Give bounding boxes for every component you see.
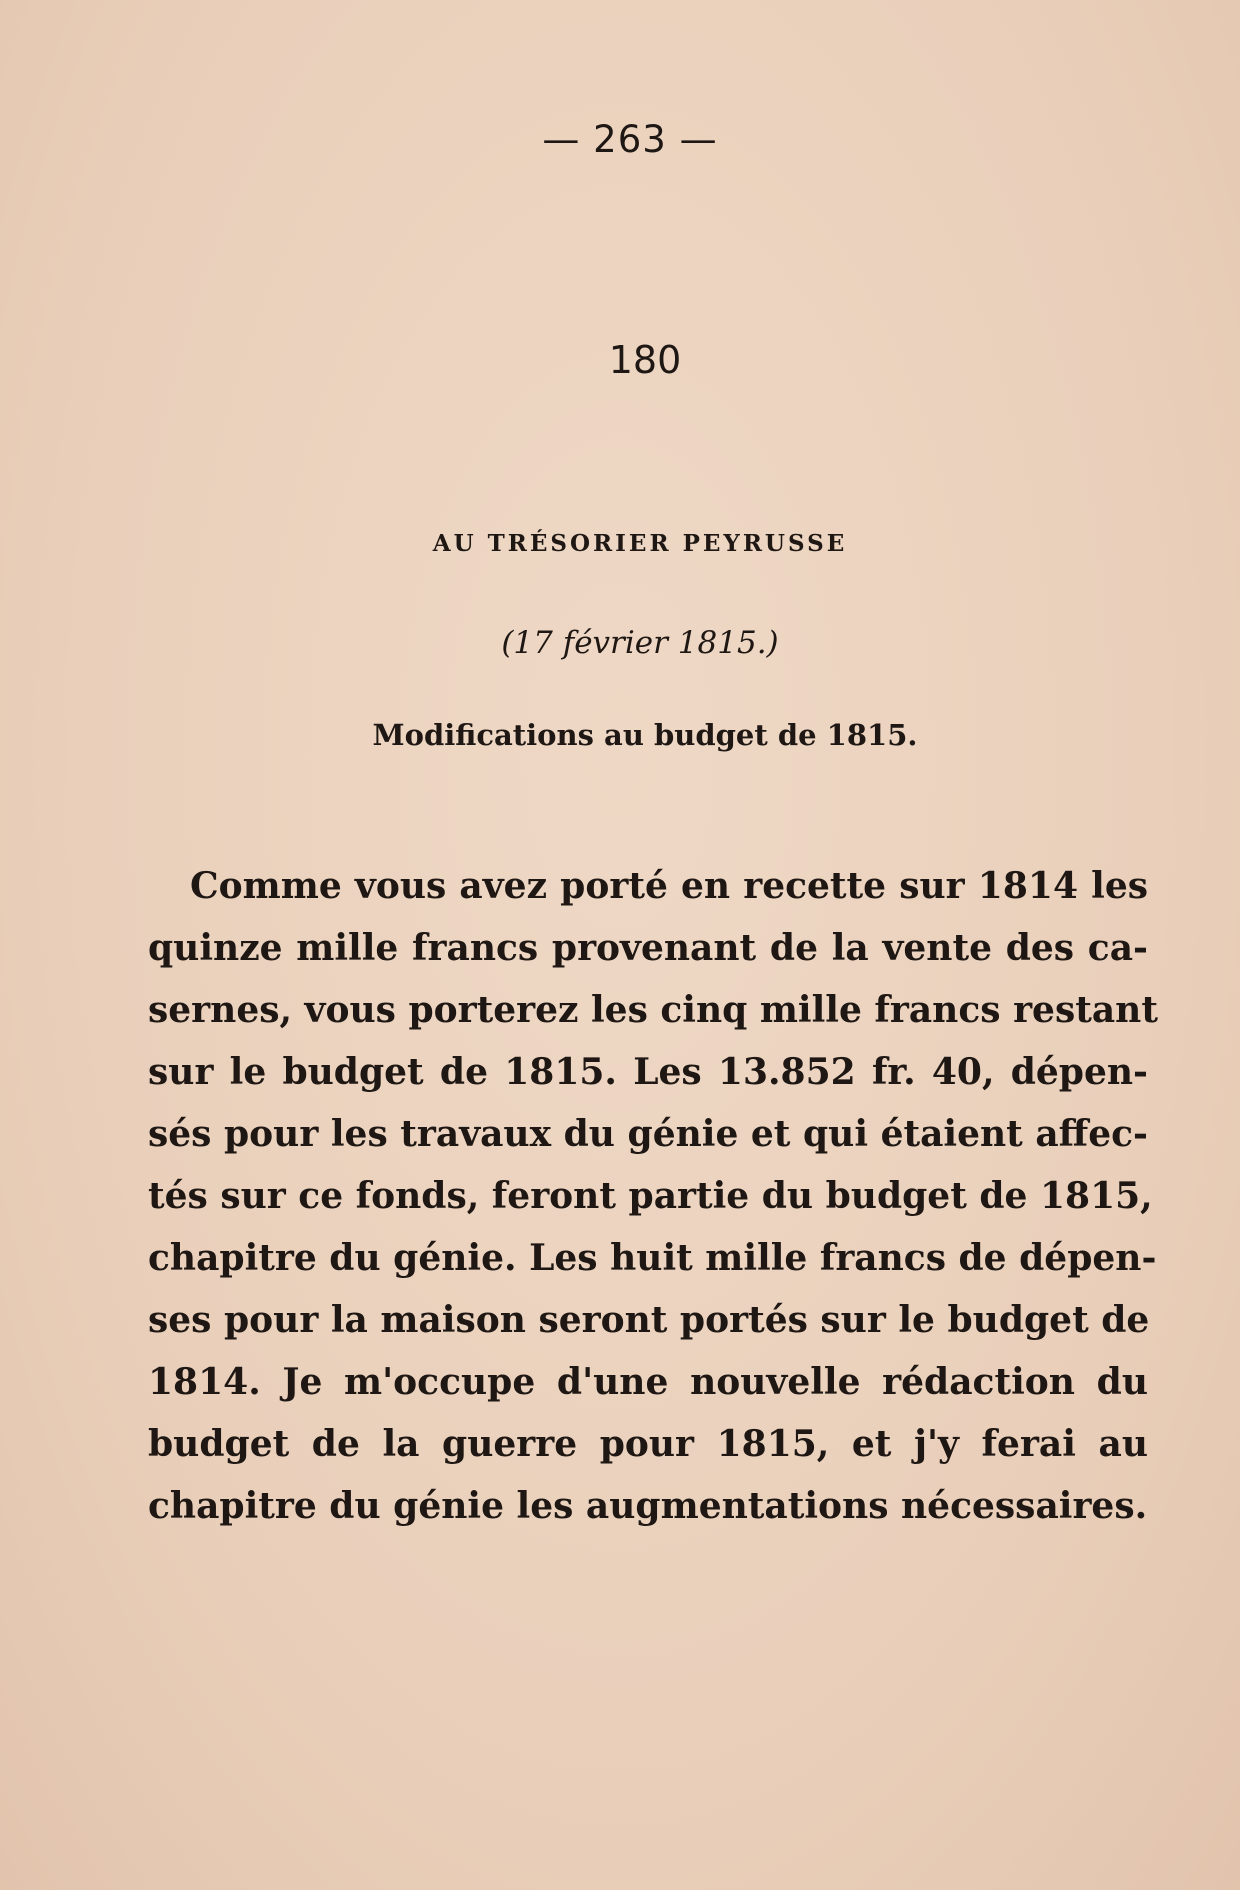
body-line: chapitre du génie les augmentations nécessaires. [148,1485,1148,1527]
body-line: sés pour les travaux du génie et qui étaient affec- [148,1113,1148,1155]
letter-addressee: AU TRÉSORIER PEYRUSSE [432,530,848,557]
body-line: 1814. Je m'occupe d'une nouvelle rédaction du [148,1361,1148,1403]
body-line: chapitre du génie. Les huit mille francs de dépen- [148,1237,1157,1279]
body-line: sernes, vous porterez les cinq mille francs restant [148,989,1158,1031]
page-number: — 263 — [542,118,718,161]
letter-number: 180 [608,338,682,382]
body-line: budget de la guerre pour 1815, et j'y ferai au [148,1423,1148,1465]
letter-body [148,855,1158,1537]
letter-summary: Modifications au budget de 1815. [372,718,918,752]
body-line: Comme vous avez porté en recette sur 1814 les [190,865,1148,907]
body-line: ses pour la maison seront portés sur le budget de [148,1299,1150,1341]
body-line: quinze mille francs provenant de la vente des ca- [148,927,1148,969]
body-line: tés sur ce fonds, feront partie du budget de 1815, [148,1175,1153,1217]
body-line: sur le budget de 1815. Les 13.852 fr. 40, dépen- [148,1051,1148,1093]
letter-date: (17 février 1815.) [501,625,779,661]
